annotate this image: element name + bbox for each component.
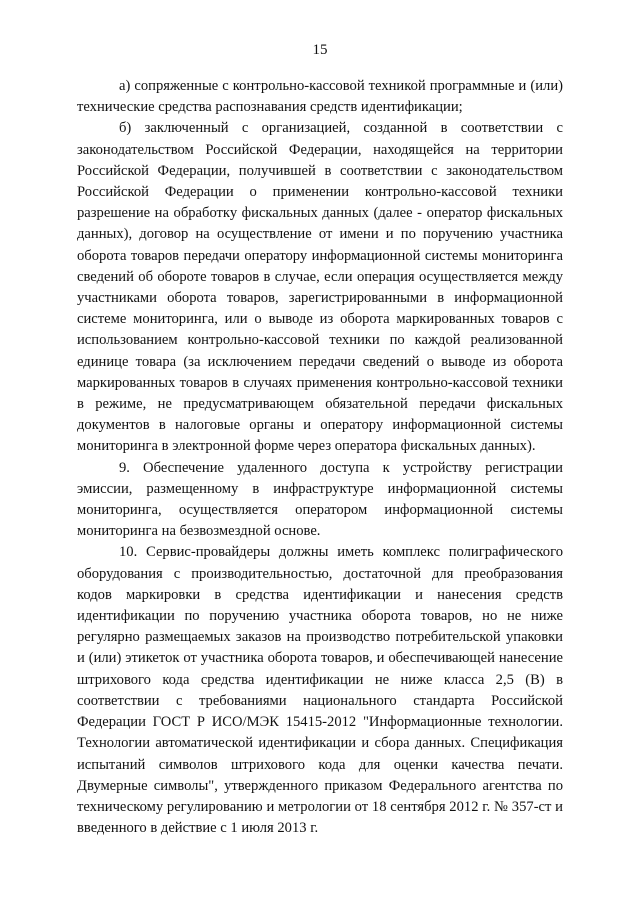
paragraph-clause-10: 10. Сервис-провайдеры должны иметь комплекс полиграфического оборудования с производительностью, достаточной для преобразования кодов маркировки в средства идентификации и нанесения средств идентификации по поручению участника оборота товаров, но не ниже регулярно размещаемых заказов на производство потребительской упаковки и (или) этикеток от участника оборота товаров, и обеспечивающей нанесение штрихового кода средства идентификации не ниже класса 2,5 (B) в соответствии с требованиями национального стандарта Российской Федерации ГОСТ Р ИСО/МЭК 15415-2012 "Информационные технологии. Технологии автоматической идентификации и сбора данных. Спецификация испытаний символов штрихового кода для оценки качества печати. Двумерные символы", утвержденного приказом Федерального агентства по техническому регулированию и метрологии от 18 сентября 2012 г. № 357-ст и введенного в действие с 1 июля 2013 г. [77,544,563,837]
page-number: 15 [312,42,328,58]
paragraph-item-a: а) сопряженные с контрольно-кассовой техникой программные и (или) технические средства распознавания средств идентификации; [77,78,563,116]
paragraph-clause-9: 9. Обеспечение удаленного доступа к устройству регистрации эмиссии, размещенному в инфраструктуре информационной системы мониторинга, осуществляется оператором информационной системы мониторинга на безвозмездной основе. [77,459,563,540]
body-text [77,76,563,839]
paragraph-item-b: б) заключенный с организацией, созданной в соответствии с законодательством Российской Федерации, находящейся на территории Российской Федерации, получившей в соответствии с законодательством Российской Федерации о применении контрольно-кассовой техники разрешение на обработку фискальных данных (далее - оператор фискальных данных), договор на осуществление от имени и по поручению участника оборота товаров передачи оператору информационной системы мониторинга сведений об обороте товаров в случае, если операция осуществляется между участниками оборота товаров, зарегистрированными в информационной системе мониторинга, или о выводе из оборота маркированных товаров с использованием контрольно-кассовой техники по каждой реализованной единице товара (за исключением передачи сведений о выводе из оборота маркированных товаров в случаях применения контрольно-кассовой техники в режиме, не предусматривающем обязательной передачи фискальных документов в налоговые органы и оператору информационной системы мониторинга в электронной форме через оператора фискальных данных). [77,120,563,455]
